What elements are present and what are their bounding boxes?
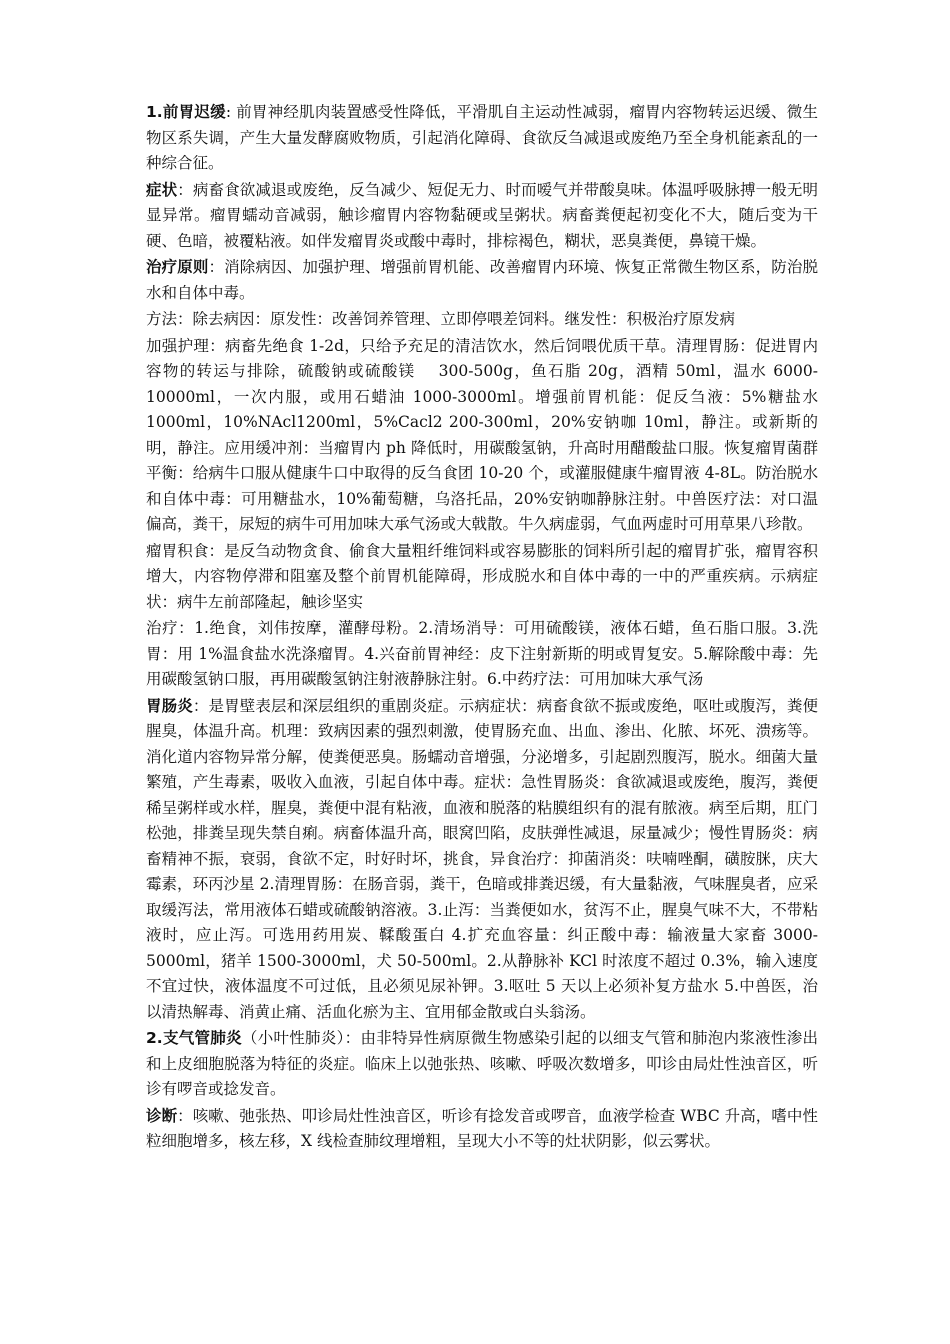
paragraph-nursing [146, 334, 818, 538]
paragraph-methods [146, 307, 818, 333]
heading-treatment-principles: 治疗原则 [146, 258, 209, 276]
paragraph-text: （小叶性肺炎）：由非特异性病原微生物感染引起的以细支气管和肺泡内浆液性渗出和上皮细胞脱落为特征的炎症。临床上以弛张热、咳嗽、呼吸次数增多，叩诊由局灶性浊音区，听诊有啰音或捻发音。 [146, 1029, 818, 1098]
paragraph-text: 治疗：1.绝食，刘伟按摩，灌酵母粉。2.清场消导：可用硫酸镁，液体石蜡，鱼石脂口服。3.洗胃：用 1%温食盐水洗涤瘤胃。4.兴奋前胃神经：皮下注射新斯的明或胃复安。5.解除酸中毒：先用碳酸氢钠口服，再用碳酸氢钠注射液静脉注射。6.中药疗法：可用加味大承气汤 [146, 619, 818, 688]
heading-gastroenteritis: 胃肠炎 [146, 696, 193, 715]
paragraph-text: ：病畜食欲减退或废绝，反刍减少、短促无力、时而嗳气并带酸臭味。体温呼吸脉搏一般无明显异常。瘤胃蠕动音减弱，触诊瘤胃内容物黏硬或呈粥状。病畜粪便起初变化不大，随后变为干硬、色暗，被覆粘液。如伴发瘤胃炎或酸中毒时，排棕褐色，糊状，恶臭粪便，鼻镜干燥。 [146, 180, 818, 250]
paragraph-rumen-impaction [146, 539, 818, 616]
paragraph-forestomach-hypomotility [146, 100, 818, 177]
paragraph-impaction-treatment [146, 616, 818, 693]
heading-forestomach-hypomotility: 1.前胃迟缓 [146, 103, 226, 121]
paragraph-bronchopneumonia [146, 1026, 818, 1103]
paragraph-diagnosis [146, 1104, 818, 1155]
paragraph-text: ：是胃壁表层和深层组织的重剧炎症。示病症状：病畜食欲不振或废绝，呕吐或腹泻，粪便腥臭，体温升高。机理：致病因素的强烈刺激，使胃肠充血、出血、渗出、化脓、坏死、溃疡等。消化道内容物异常分解，使粪便恶臭。肠蠕动音增强，分泌增多，引起剧烈腹泻，脱水。细菌大量繁殖，产生毒素，吸收入血液，引起自体中毒。症状：急性胃肠炎：食欲减退或废绝，腹泻，粪便稀呈粥样或水样，腥臭，粪便中混有粘液，血液和脱落的粘膜组织有的混有脓液。病至后期，肛门松弛，排粪呈现失禁自痢。病畜体温升高，眼窝凹陷，皮肤弹性减退，尿量减少；慢性胃肠炎：病畜精神不振，衰弱，食欲不定，时好时坏，挑食，异食治疗：抑菌消炎：呋喃唑酮，磺胺脒，庆大霉素，环丙沙星 2.清理胃肠：在肠音弱，粪干，色暗或排粪迟缓，有大量黏液，气味腥臭者，应采取缓泻法，常用液体石蜡或硫酸钠溶液。3.止泻：当粪便如水，贫泻不止，腥臭气味不大，不带粘液时，应止泻。可选用药用炭、鞣酸蛋白 4.扩充血容量：纠正酸中毒：输液量大家畜 3000-5000ml，猪羊 1500-3000ml，犬 50-500ml。2.从静脉补 KCl 时浓度不超过 0.3%，输入速度不宜过快，液体温度不可过低，且必须见尿补钾。3.呕吐 5 天以上必须补复方盐水 5.中兽医，治以清热解毒、消黄止痛、活血化瘀为主、宜用郁金散或白头翁汤。 [146, 696, 818, 1021]
paragraph-gastroenteritis [146, 694, 818, 1026]
heading-bronchopneumonia: 2.支气管肺炎 [146, 1029, 242, 1047]
document-page [146, 100, 818, 1156]
paragraph-text: ：消除病因、加强护理、增强前胃机能、改善瘤胃内环境、恢复正常微生物区系，防治脱水和自体中毒。 [146, 258, 818, 302]
paragraph-text: ：咳嗽、弛张热、叩诊局灶性浊音区，听诊有捻发音或啰音，血液学检查 WBC 升高，嗜中性粒细胞增多，核左移，X 线检查肺纹理增粗，呈现大小不等的灶状阴影，似云雾状。 [146, 1106, 818, 1150]
paragraph-treatment-principles [146, 255, 818, 306]
paragraph-symptoms [146, 178, 818, 255]
paragraph-text: : 前胃神经肌肉装置感受性降低，平滑肌自主运动性减弱，瘤胃内容物转运迟缓、微生物区系失调，产生大量发酵腐败物质，引起消化障碍、食欲反刍减退或废绝乃至全身机能紊乱的一种综合征。 [146, 103, 818, 172]
paragraph-text: 瘤胃积食：是反刍动物贪食、偷食大量粗纤维饲料或容易膨胀的饲料所引起的瘤胃扩张，瘤胃容积增大，内容物停滞和阻塞及整个前胃机能障碍，形成脱水和自体中毒的一中的严重疾病。示病症状：病牛左前部隆起，触诊坚实 [146, 541, 818, 611]
heading-symptoms: 症状 [146, 180, 178, 199]
paragraph-text: 加强护理：病畜先绝食 1-2d，只给予充足的清洁饮水，然后饲喂优质干草。清理胃肠：促进胃内容物的转运与排除，硫酸钠或硫酸镁 300-500g，鱼石脂 20g，酒精 50ml，温水 6000-10000ml，一次内服，或用石蜡油 1000-3000ml。增强前胃机能：促反刍液：5%糖盐水 1000ml，10%NAcl1200ml，5%Cacl2 200-300ml，20%安钠咖 10ml，静注。或新斯的明，静注。应用缓冲剂：当瘤胃内 ph 降低时，用碳酸氢钠，升高时用醋酸盐口服。恢复瘤胃菌群平衡：给病牛口服从健康牛口中取得的反刍食团 10-20 个，或灌服健康牛瘤胃液 4-8L。防治脱水和自体中毒：可用糖盐水，10%葡萄糖，乌洛托品，20%安钠咖静脉注射。中兽医疗法：对口温偏高，粪干，尿短的病牛可用加味大承气汤或大戟散。牛久病虚弱，气血两虚时可用草果八珍散。 [146, 336, 818, 533]
heading-diagnosis: 诊断 [146, 1106, 178, 1125]
paragraph-text: 方法：除去病因：原发性：改善饲养管理、立即停喂差饲料。继发性：积极治疗原发病 [146, 310, 736, 328]
